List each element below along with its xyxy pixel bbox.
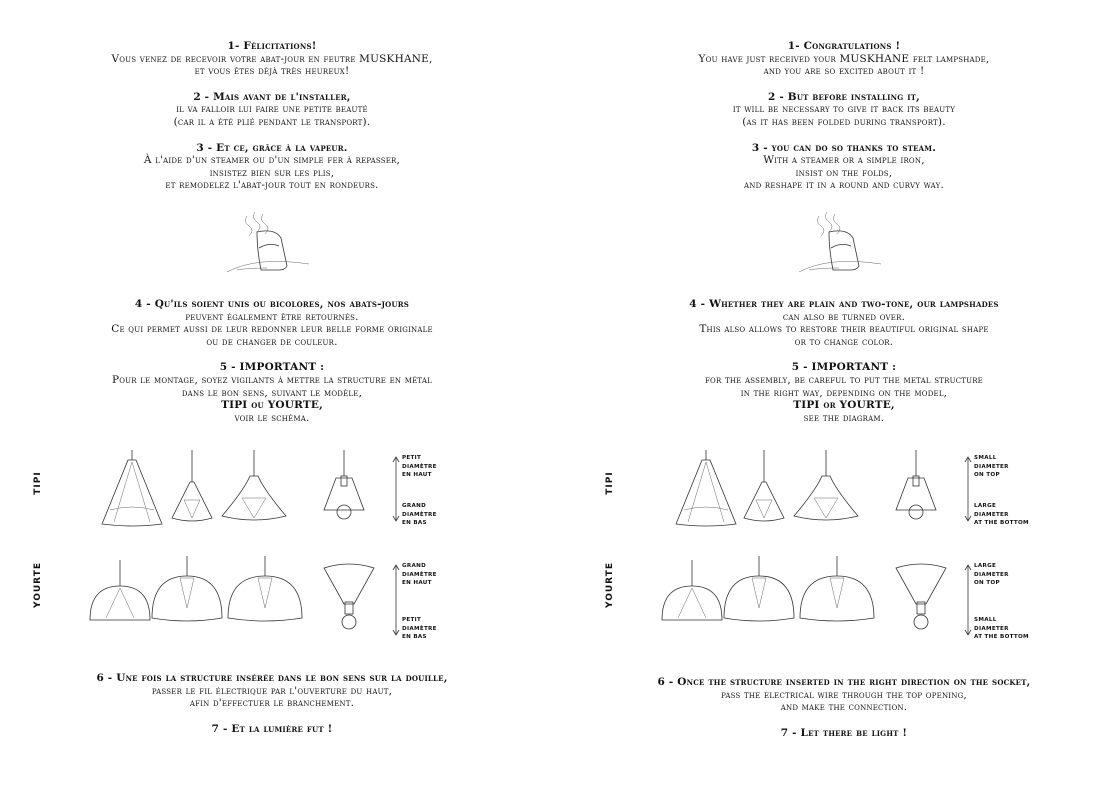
en-step-2-line: (as it has been folded during transport). xyxy=(742,115,946,128)
en-step-4-line: can also be turned over. xyxy=(782,310,906,323)
en-step-1-line: and you are so excited about it ! xyxy=(763,65,925,78)
en-step-5-line: in the right way, depending on the model, xyxy=(740,386,948,399)
tipi-lampshade-small xyxy=(172,450,212,526)
note-line: SMALL xyxy=(974,455,997,462)
en-step-2 xyxy=(604,91,1084,129)
tipi-row-label: TIPI xyxy=(605,471,615,495)
tipi-lampshade-wide xyxy=(794,450,858,526)
en-step-1 xyxy=(604,40,1084,78)
fr-step-2-heading: 2 - Mais avant de l'installer, xyxy=(193,90,351,103)
yourte-top-note xyxy=(402,562,437,588)
fr-step-5-line: Pour le montage, soyez vigilants à mettre la structure en métal xyxy=(111,373,433,386)
yourte-structure-diagram xyxy=(896,564,946,644)
fr-step-1-line: Vous venez de recevoir votre abat-jour en feutre MUSKHANE, xyxy=(111,52,433,65)
fr-step-5-heading: 5 - IMPORTANT : xyxy=(219,361,325,374)
tipi-structure-diagram xyxy=(324,450,364,526)
yourte-top-note xyxy=(974,562,1009,588)
fr-step-4-line: peuvent également être retournés. xyxy=(185,310,359,323)
fr-step-5 xyxy=(32,361,512,424)
en-step-3-line: and reshape it in a round and curvy way. xyxy=(744,179,944,192)
steam-iron-illustration xyxy=(799,208,889,278)
tipi-direction-arrow xyxy=(392,456,400,522)
en-assembly-diagram xyxy=(604,450,1084,662)
yourte-lampshade-large xyxy=(228,556,302,624)
fr-step-4-line: 4 - Qu'ils soient unis ou bicolores, nos abats-jours xyxy=(134,297,410,310)
en-step-5-heading: 5 - IMPORTANT : xyxy=(791,361,897,374)
fr-step-2-line: (car il a été plié pendant le transport). xyxy=(173,115,371,128)
yourte-lampshade-medium xyxy=(152,556,222,624)
tipi-bottom-note xyxy=(974,502,1029,528)
fr-assembly-diagram xyxy=(32,450,512,662)
en-step-6 xyxy=(604,676,1084,714)
note-line: LARGE xyxy=(974,563,997,570)
note-line: DIAMETER xyxy=(974,571,1009,578)
note-line: EN HAUT xyxy=(402,472,432,479)
note-line: EN BAS xyxy=(402,520,427,527)
note-line: ON TOP xyxy=(974,472,1000,479)
en-step-4-line: This also allows to restore their beautiful original shape xyxy=(699,323,989,336)
fr-step-3-line: insistez bien sur les plis, xyxy=(209,166,335,179)
fr-step-7 xyxy=(32,723,512,736)
tipi-direction-arrow xyxy=(964,456,972,522)
fr-step-6-line: passer le fil électrique par l'ouverture du haut, xyxy=(151,684,393,697)
en-step-2-line: it will be necessary to give it back its beauty xyxy=(732,103,956,116)
tipi-lampshade-wide xyxy=(222,450,286,526)
yourte-lampshade-large xyxy=(800,556,874,624)
yourte-direction-arrow xyxy=(964,564,972,636)
note-line: DIAMÈTRE xyxy=(402,625,437,632)
en-step-4-line: 4 - Whether they are plain and two-tone, our lampshades xyxy=(689,297,999,310)
yourte-lampshade-small xyxy=(90,560,150,624)
fr-step-6-line: 6 - Une fois la structure insérée dans le bon sens sur la douille, xyxy=(96,672,448,685)
yourte-direction-arrow xyxy=(392,564,400,636)
yourte-bottom-note xyxy=(402,616,437,642)
en-step-3-line: insist on the folds, xyxy=(795,166,893,179)
fr-step-1 xyxy=(32,40,512,78)
en-step-6-line: 6 - Once the structure inserted in the right direction on the socket, xyxy=(657,676,1031,689)
fr-step-5-models: TIPI ou YOURTE, xyxy=(221,399,323,412)
french-instructions xyxy=(32,40,512,736)
en-step-4-line: or to change color. xyxy=(794,335,894,348)
fr-step-6 xyxy=(32,672,512,710)
fr-step-6-line: afin d'effectuer le branchement. xyxy=(189,697,355,710)
note-line: EN HAUT xyxy=(402,580,432,587)
en-step-3 xyxy=(604,142,1084,192)
en-step-5-models: TIPI or YOURTE, xyxy=(793,399,895,412)
fr-step-4-line: Ce qui permet aussi de leur redonner leur belle forme originale xyxy=(111,323,433,336)
note-line: LARGE xyxy=(974,503,997,510)
fr-step-1-line: et vous êtes déjà très heureux! xyxy=(194,65,350,78)
en-step-1-line: You have just received your MUSKHANE felt lampshade, xyxy=(698,52,990,65)
fr-step-1-heading: 1- Félicitations! xyxy=(227,40,317,52)
yourte-lampshade-small xyxy=(662,560,722,624)
yourte-row-label: YOURTE xyxy=(33,562,43,609)
fr-step-2-line: il va falloir lui faire une petite beauté xyxy=(176,103,368,116)
en-step-4 xyxy=(604,298,1084,348)
tipi-lampshade-large xyxy=(676,450,736,526)
note-line: ON TOP xyxy=(974,580,1000,587)
fr-step-3 xyxy=(32,142,512,192)
note-line: DIAMETER xyxy=(974,511,1009,518)
en-step-7 xyxy=(604,727,1084,740)
fr-step-3-line: et remodelez l'abat-jour tout en rondeurs. xyxy=(165,179,379,192)
note-line: EN BAS xyxy=(402,634,427,641)
yourte-lampshade-medium xyxy=(724,556,794,624)
note-line: AT THE BOTTOM xyxy=(974,634,1029,641)
note-line: DIAMÈTRE xyxy=(402,511,437,518)
en-step-1-heading: 1- Congratulations ! xyxy=(787,40,901,52)
note-line: PETIT xyxy=(402,617,422,624)
en-step-6-line: and make the connection. xyxy=(780,701,908,714)
tipi-top-note xyxy=(402,454,437,480)
tipi-structure-diagram xyxy=(896,450,936,526)
fr-step-5-line: dans le bon sens, suivant le modèle, xyxy=(181,386,363,399)
en-step-5 xyxy=(604,361,1084,424)
en-step-6-line: pass the electrical wire through the top opening, xyxy=(721,688,967,701)
tipi-lampshade-large xyxy=(102,450,162,526)
note-line: GRAND xyxy=(402,563,427,570)
en-step-7-heading: 7 - Let there be light ! xyxy=(780,727,908,740)
steam-iron-illustration xyxy=(227,208,317,278)
fr-step-4 xyxy=(32,298,512,348)
note-line: AT THE BOTTOM xyxy=(974,520,1029,527)
note-line: DIAMÈTRE xyxy=(402,463,437,470)
fr-step-3-line: À l'aide d'un steamer ou d'un simple fer à repasser, xyxy=(143,154,401,167)
note-line: DIAMÈTRE xyxy=(402,571,437,578)
tipi-row-label: TIPI xyxy=(33,471,43,495)
tipi-top-note xyxy=(974,454,1009,480)
english-instructions xyxy=(604,40,1084,740)
yourte-structure-diagram xyxy=(324,564,374,644)
fr-step-4-line: ou de changer de couleur. xyxy=(206,335,338,348)
yourte-row-label: YOURTE xyxy=(605,562,615,609)
note-line: PETIT xyxy=(402,455,422,462)
note-line: DIAMETER xyxy=(974,463,1009,470)
tipi-bottom-note xyxy=(402,502,437,528)
yourte-bottom-note xyxy=(974,616,1029,642)
note-line: GRAND xyxy=(402,503,427,510)
fr-step-2 xyxy=(32,91,512,129)
en-step-3-line: With a steamer or a simple iron, xyxy=(763,154,925,167)
note-line: SMALL xyxy=(974,617,997,624)
en-step-5-line: see the diagram. xyxy=(803,411,885,424)
fr-step-5-line: voir le schéma. xyxy=(234,411,310,424)
en-step-2-heading: 2 - But before installing it, xyxy=(767,90,921,103)
tipi-lampshade-small xyxy=(744,450,784,526)
fr-step-3-heading: 3 - Et ce, grâce à la vapeur. xyxy=(196,141,348,154)
en-step-3-line: 3 - you can do so thanks to steam. xyxy=(751,141,937,154)
fr-step-7-heading: 7 - Et la lumière fut ! xyxy=(211,723,333,736)
en-step-5-line: for the assembly, be careful to put the metal structure xyxy=(705,373,983,386)
note-line: DIAMETER xyxy=(974,625,1009,632)
